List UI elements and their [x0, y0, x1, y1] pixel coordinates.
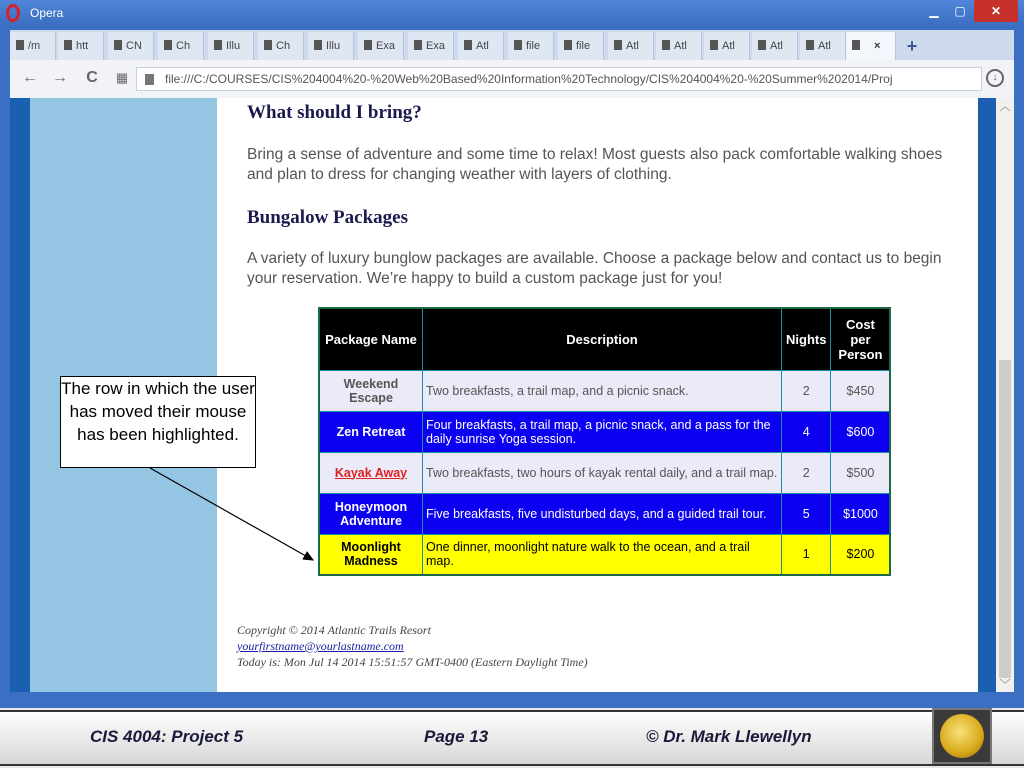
table-row[interactable] — [319, 411, 890, 452]
page-icon — [662, 40, 670, 50]
cell-package-name: Weekend Escape — [319, 370, 423, 411]
tab[interactable]: CN — [108, 32, 154, 60]
cell-cost: $450 — [831, 370, 891, 411]
page-icon — [264, 40, 272, 50]
tab[interactable]: Ch — [258, 32, 304, 60]
header-description: Description — [423, 308, 782, 370]
back-icon[interactable]: ← — [22, 69, 38, 86]
tab[interactable]: Illu — [208, 32, 254, 60]
cell-cost: $600 — [831, 411, 891, 452]
page-icon — [64, 40, 72, 50]
page-icon — [464, 40, 472, 50]
email-link[interactable]: yourfirstname@yourlastname.com — [237, 639, 404, 653]
title-bar — [0, 0, 1024, 28]
cell-package-name: Zen Retreat — [319, 411, 423, 452]
tab-strip — [10, 30, 1014, 60]
cell-package-name: Moonlight Madness — [319, 534, 423, 575]
page-icon — [114, 40, 122, 50]
header-nights: Nights — [782, 308, 831, 370]
cell-description: Two breakfasts, two hours of kayak rental daily, and a trail map. — [423, 452, 782, 493]
opera-logo-icon — [6, 4, 20, 22]
packages-table — [318, 307, 891, 576]
ucf-logo-icon — [932, 708, 992, 764]
page-icon — [710, 40, 718, 50]
page-icon — [414, 40, 422, 50]
tab[interactable]: Atl — [800, 32, 846, 60]
scroll-thumb[interactable] — [999, 360, 1011, 678]
speed-dial-icon[interactable]: ▦ — [115, 70, 129, 85]
cell-description: Two breakfasts, a trail map, and a picnic snack. — [423, 370, 782, 411]
tab[interactable]: /m — [10, 32, 56, 60]
cell-cost: $500 — [831, 452, 891, 493]
page-icon — [852, 40, 860, 50]
tab[interactable]: Atl — [458, 32, 504, 60]
page-icon — [145, 74, 154, 85]
download-icon[interactable]: ↓ — [986, 69, 1004, 87]
page-icon — [514, 40, 522, 50]
tab-active[interactable] — [846, 32, 896, 60]
tab[interactable]: htt — [58, 32, 104, 60]
text-what-to-bring: Bring a sense of adventure and some time to relax! Most guests also pack comfortable walking shoes and plan to dress for changing weather with layers of clothing. — [247, 146, 943, 183]
scroll-down-icon[interactable]: ﹀ — [999, 679, 1011, 691]
tab[interactable]: Illu — [308, 32, 354, 60]
page-icon — [614, 40, 622, 50]
text-bungalow-packages: A variety of luxury bunglow packages are available. Choose a package below and contact us to begin your reservation. We’re happy to build a custom package just for you! — [247, 250, 942, 287]
tab[interactable]: file — [558, 32, 604, 60]
page-icon — [164, 40, 172, 50]
reload-icon[interactable]: C — [86, 69, 98, 86]
table-header-row — [319, 308, 890, 370]
annotation-callout: The row in which the user has moved their mouse has been highlighted. — [60, 376, 256, 468]
page-icon — [364, 40, 372, 50]
kayak-away-link[interactable]: Kayak Away — [319, 452, 423, 493]
address-bar — [10, 60, 1014, 99]
slide-footer — [0, 708, 1024, 768]
cell-nights: 5 — [782, 493, 831, 534]
cell-description: Four breakfasts, a trail map, a picnic snack, and a pass for the daily sunrise Yoga session. — [423, 411, 782, 452]
tab[interactable]: Atl — [752, 32, 798, 60]
course-label: CIS 4004: Project 5 — [90, 727, 244, 746]
maximize-button[interactable]: ▢ — [954, 4, 966, 18]
author-label: © Dr. Mark Llewellyn — [646, 727, 812, 746]
page-icon — [214, 40, 222, 50]
heading-bungalow-packages: Bungalow Packages — [247, 207, 408, 228]
tab[interactable]: Exa — [408, 32, 454, 60]
page-icon — [758, 40, 766, 50]
forward-icon[interactable]: → — [52, 69, 68, 86]
cell-description: Five breakfasts, five undisturbed days, and a guided trail tour. — [423, 493, 782, 534]
close-window-button[interactable]: ✕ — [974, 0, 1018, 22]
app-title: Opera — [30, 6, 64, 20]
url-field[interactable] — [136, 67, 982, 91]
page-label: Page 13 — [424, 727, 489, 746]
url-text: file:///C:/COURSES/CIS%204004%20-%20Web%20Based%20Information%20Technology/CIS%204004%20-%20Summer%202014/Proj — [165, 72, 893, 86]
copyright-text: Copyright © 2014 Atlantic Trails Resort — [237, 623, 431, 637]
table-row[interactable] — [319, 493, 890, 534]
cell-cost: $200 — [831, 534, 891, 575]
tab[interactable]: file — [508, 32, 554, 60]
page-icon — [806, 40, 814, 50]
cell-nights: 4 — [782, 411, 831, 452]
scroll-up-icon[interactable]: ︿ — [999, 101, 1011, 113]
date-text: Today is: Mon Jul 14 2014 15:51:57 GMT-0400 (Eastern Daylight Time) — [237, 655, 588, 669]
cell-package-name: Honeymoon Adventure — [319, 493, 423, 534]
cell-nights: 2 — [782, 452, 831, 493]
minimize-button[interactable]: ▁ — [929, 4, 939, 18]
header-cost: Cost per Person — [831, 308, 891, 370]
page-icon — [314, 40, 322, 50]
page-icon — [16, 40, 24, 50]
page-icon — [564, 40, 572, 50]
header-package-name: Package Name — [319, 308, 423, 370]
cell-nights: 1 — [782, 534, 831, 575]
tab[interactable]: Ch — [158, 32, 204, 60]
close-tab-icon[interactable]: × — [874, 40, 881, 52]
heading-what-to-bring: What should I bring? — [247, 102, 422, 123]
cell-cost: $1000 — [831, 493, 891, 534]
vertical-scrollbar[interactable] — [996, 98, 1014, 692]
cell-nights: 2 — [782, 370, 831, 411]
tab[interactable]: Exa — [358, 32, 404, 60]
tab[interactable]: Atl — [704, 32, 750, 60]
cell-description: One dinner, moonlight nature walk to the ocean, and a trail map. — [423, 534, 782, 575]
table-row-highlighted[interactable] — [319, 534, 890, 575]
slide-footer-bar — [0, 710, 1024, 766]
logo-emblem — [940, 714, 984, 758]
tab[interactable]: Atl — [656, 32, 702, 60]
new-tab-button[interactable]: + — [906, 36, 918, 56]
tab[interactable]: Atl — [608, 32, 654, 60]
table-row[interactable] — [319, 370, 890, 411]
table-row[interactable] — [319, 452, 890, 493]
